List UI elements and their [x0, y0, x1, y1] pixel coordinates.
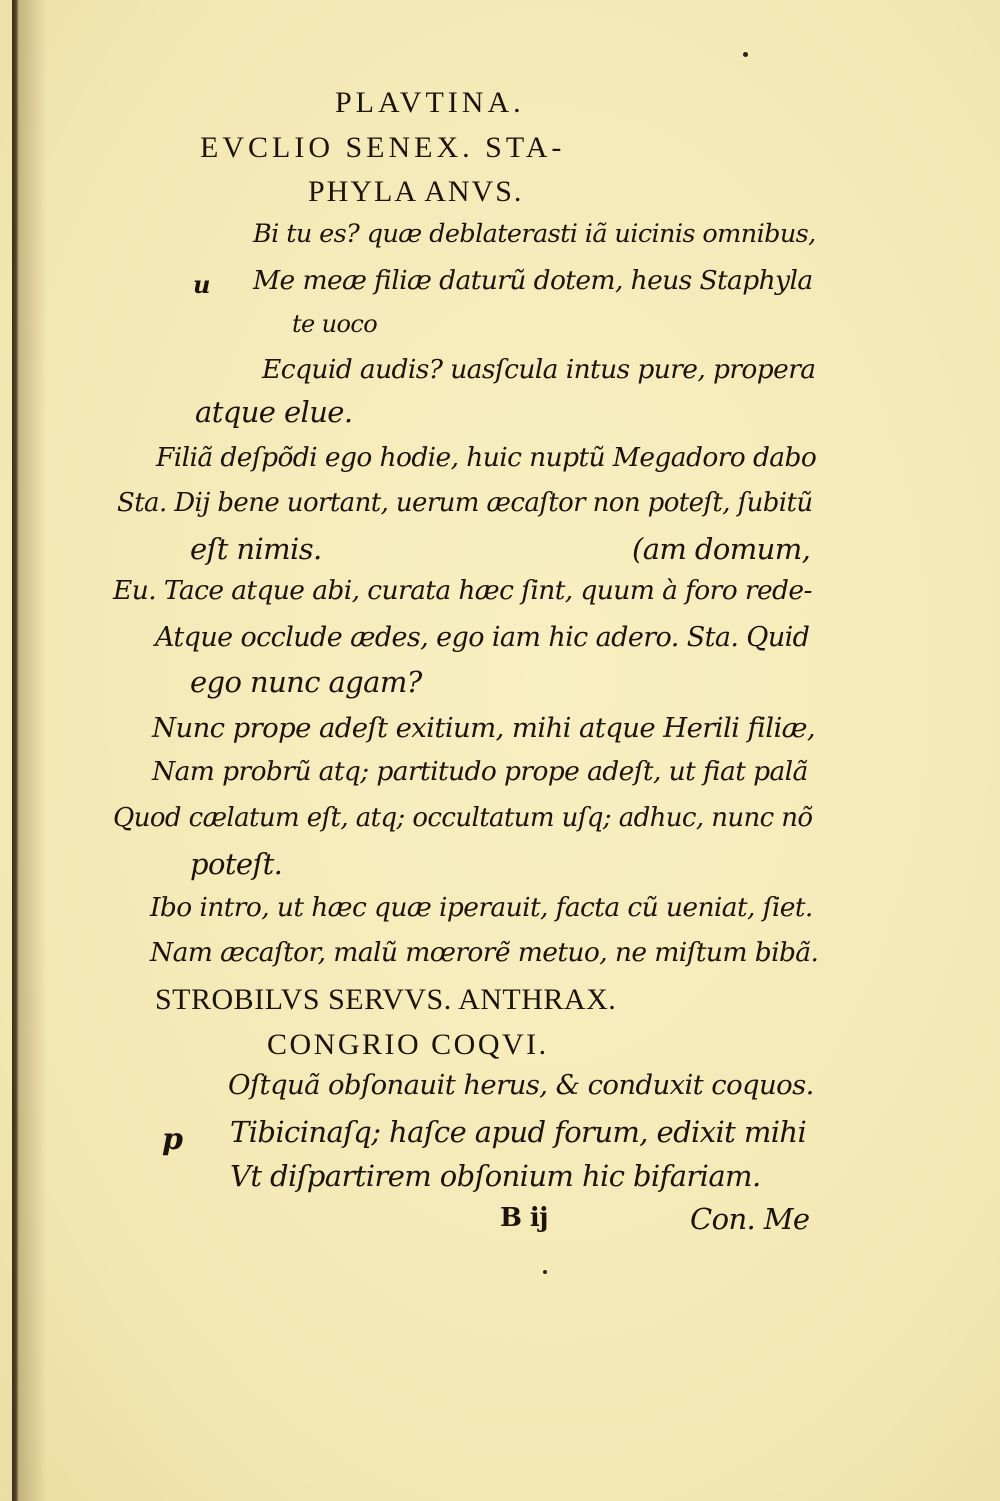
verse-line: Vt diſpartirem obſonium hic bifariam. [230, 1159, 761, 1193]
verse-line: Ecquid audis? uasſcula intus pure, propera [262, 354, 816, 385]
page-gutter [12, 0, 19, 1501]
gutter-shadow [19, 0, 47, 1501]
running-title: PLAVTINA. [335, 86, 525, 119]
verse-line: Filiã deſpõdi ego hodie, huic nuptũ Megadoro dabo [156, 442, 817, 473]
scene-cast-line-1: STROBILVS SERVVS. ANTHRAX. [155, 983, 617, 1016]
margin-note-p: p [162, 1122, 183, 1157]
ink-speck [543, 1270, 547, 1274]
verse-line: te uoco [292, 310, 378, 338]
verse-line: eſt nimis. [190, 532, 322, 566]
verse-line: atque elue. [195, 395, 353, 429]
catchword: Con. Me [690, 1202, 810, 1236]
verse-line: Bi tu es? quæ deblaterasti iã uicinis omnibus, [253, 219, 816, 249]
verse-line: ego nunc agam? [190, 665, 422, 699]
verse-line: Me meæ filiæ daturũ dotem, heus Staphyla [253, 265, 813, 296]
verse-line: Ibo intro, ut hæc quæ iperauit, facta cũ ueniat, ſiet. [150, 892, 813, 923]
verse-line: Oſtquã obſonauit herus, & conduxit coquos. [228, 1069, 814, 1101]
scene-cast-line-2: CONGRIO COQVI. [267, 1028, 549, 1061]
cast-line-2: PHYLA ANVS. [308, 175, 524, 208]
verse-line: (am domum, [632, 532, 811, 566]
verse-line: Nam æcaſtor, malũ mœrorẽ metuo, ne miſtum bibã. [150, 937, 819, 968]
cast-line-1: EVCLIO SENEX. STA- [200, 131, 566, 164]
verse-line: Nunc prope adeſt exitium, mihi atque Herili filiæ, [152, 712, 816, 744]
verse-line: poteſt. [190, 847, 283, 881]
verse-line: Eu. Tace atque abi, curata hæc ſint, quum à foro rede- [113, 575, 812, 606]
verse-line: Tibicinaſq; haſce apud forum, edixit mihi [230, 1115, 807, 1149]
verse-line: Quod cælatum eſt, atq; occultatum uſq; adhuc, nunc nõ [113, 803, 813, 833]
ink-speck [743, 52, 748, 57]
verse-line: Sta. Dij bene uortant, uerum æcaſtor non poteſt, ſubitũ [117, 488, 813, 518]
margin-note-u: u [193, 270, 211, 299]
verse-line: Atque occlude ædes, ego iam hic adero. Sta. Quid [155, 622, 810, 653]
verse-line: Nam probrũ atq; partitudo prope adeſt, ut fiat palã [152, 756, 808, 787]
signature-mark: B ij [500, 1203, 548, 1233]
